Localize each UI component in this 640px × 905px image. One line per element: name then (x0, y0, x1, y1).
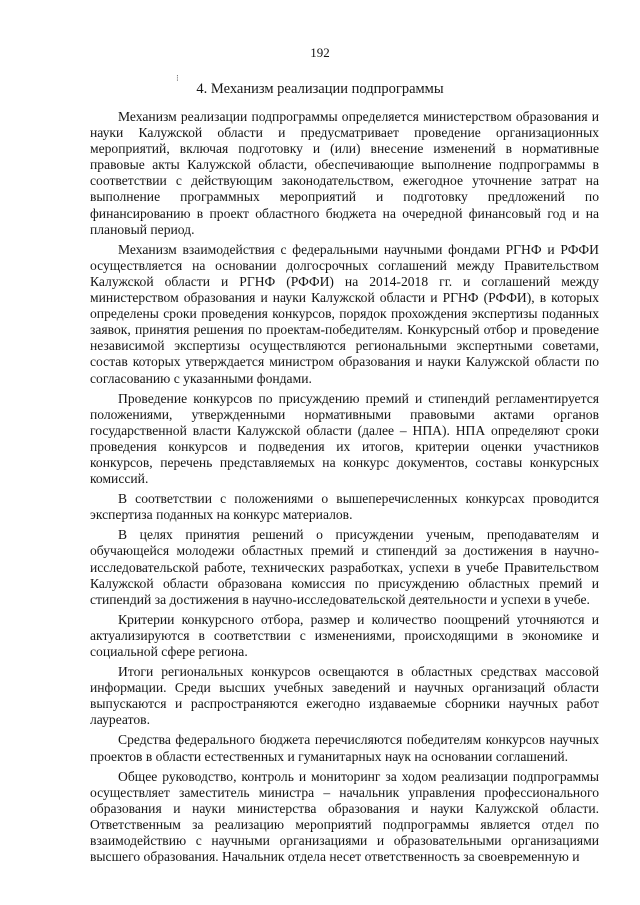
paragraph-federal-budget: Средства федерального бюджета перечисляются победителям конкурсов научных проектов в области естественных и гуманитарных наук на основании соглашений. (90, 732, 599, 764)
paragraph-management: Общее руководство, контроль и мониторинг за ходом реализации подпрограммы осуществляет заместитель министра – начальник управления профессионального образования и науки министерства образования и науки Калужской области. Ответственным за реализацию мероприятий подпрограммы является отдел по взаимодействию с научными организациями и образовательными организациями высшего образования. Начальник отдела несет ответственность за своевременную и (90, 768, 599, 865)
paragraph-results: Итоги региональных конкурсов освещаются в областных средствах массовой информации. Среди высших учебных заведений и научных организаций области выпускаются и распространяются ежегодно издаваемые сборники научных работ лауреатов. (90, 664, 599, 728)
paragraph-mechanism: Механизм реализации подпрограммы определяется министерством образования и науки Калужской области и предусматривает проведение организационных мероприятий, включая подготовку и (или) внесение изменений в нормативные правовые акты Калужской области, обеспечивающие выполнение подпрограммы в соответствии с действующим законодательством, ежегодное уточнение затрат на выполнение программных мероприятий и подготовку предложений по финансированию в проект областного бюджета на очередной финансовый год и на плановый период. (90, 109, 599, 237)
paragraph-commission: В целях принятия решений о присуждении ученым, преподавателям и обучающейся молодежи областных премий и стипендий за достижения в научно-исследовательской работе, технических разработках, успехи в учебе Правительством Калужской области образована комиссия по присуждению областных премий и стипендий за достижения в научно-исследовательской деятельности и успехи в учебе. (90, 527, 599, 607)
paragraph-expertise: В соответствии с положениями о вышеперечисленных конкурсах проводится экспертиза поданных на конкурс материалов. (90, 491, 599, 523)
body-text (90, 109, 599, 869)
section-title: 4. Механизм реализации подпрограммы (196, 81, 444, 97)
paragraph-criteria: Критерии конкурсного отбора, размер и количество поощрений уточняются и актуализируются в соответствии с изменениями, происходящими в экономике и социальной сфере региона. (90, 611, 599, 659)
page-number: 192 (310, 45, 330, 60)
paragraph-contests-regulation: Проведение конкурсов по присуждению премий и стипендий регламентируется положениями, утвержденными нормативными правовыми актами органов государственной власти Калужской области (далее – НПА). НПА определяют сроки проведения конкурсов и подведения их итогов, критерии оценки участников конкурсов, перечень представляемых на конкурс документов, составы конкурсных комиссий. (90, 390, 599, 487)
stray-mark: ⁝ (176, 73, 179, 83)
paragraph-funds-interaction: Механизм взаимодействия с федеральными научными фондами РГНФ и РФФИ осуществляется на основании долгосрочных соглашений между Правительством Калужской области и РГНФ (РФФИ) на 2014-2018 гг. и соглашений между министерством образования и науки Калужской области и РГНФ (РФФИ), в которых определены сроки проведения конкурсов, порядок прохождения экспертизы поданных заявок, принятия решения по проектам-победителям. Конкурсный отбор и проведение независимой экспертизы осуществляются региональными экспертными советами, состав которых утверждается министром образования и науки Калужской области по согласованию с указанными фондами. (90, 241, 599, 386)
